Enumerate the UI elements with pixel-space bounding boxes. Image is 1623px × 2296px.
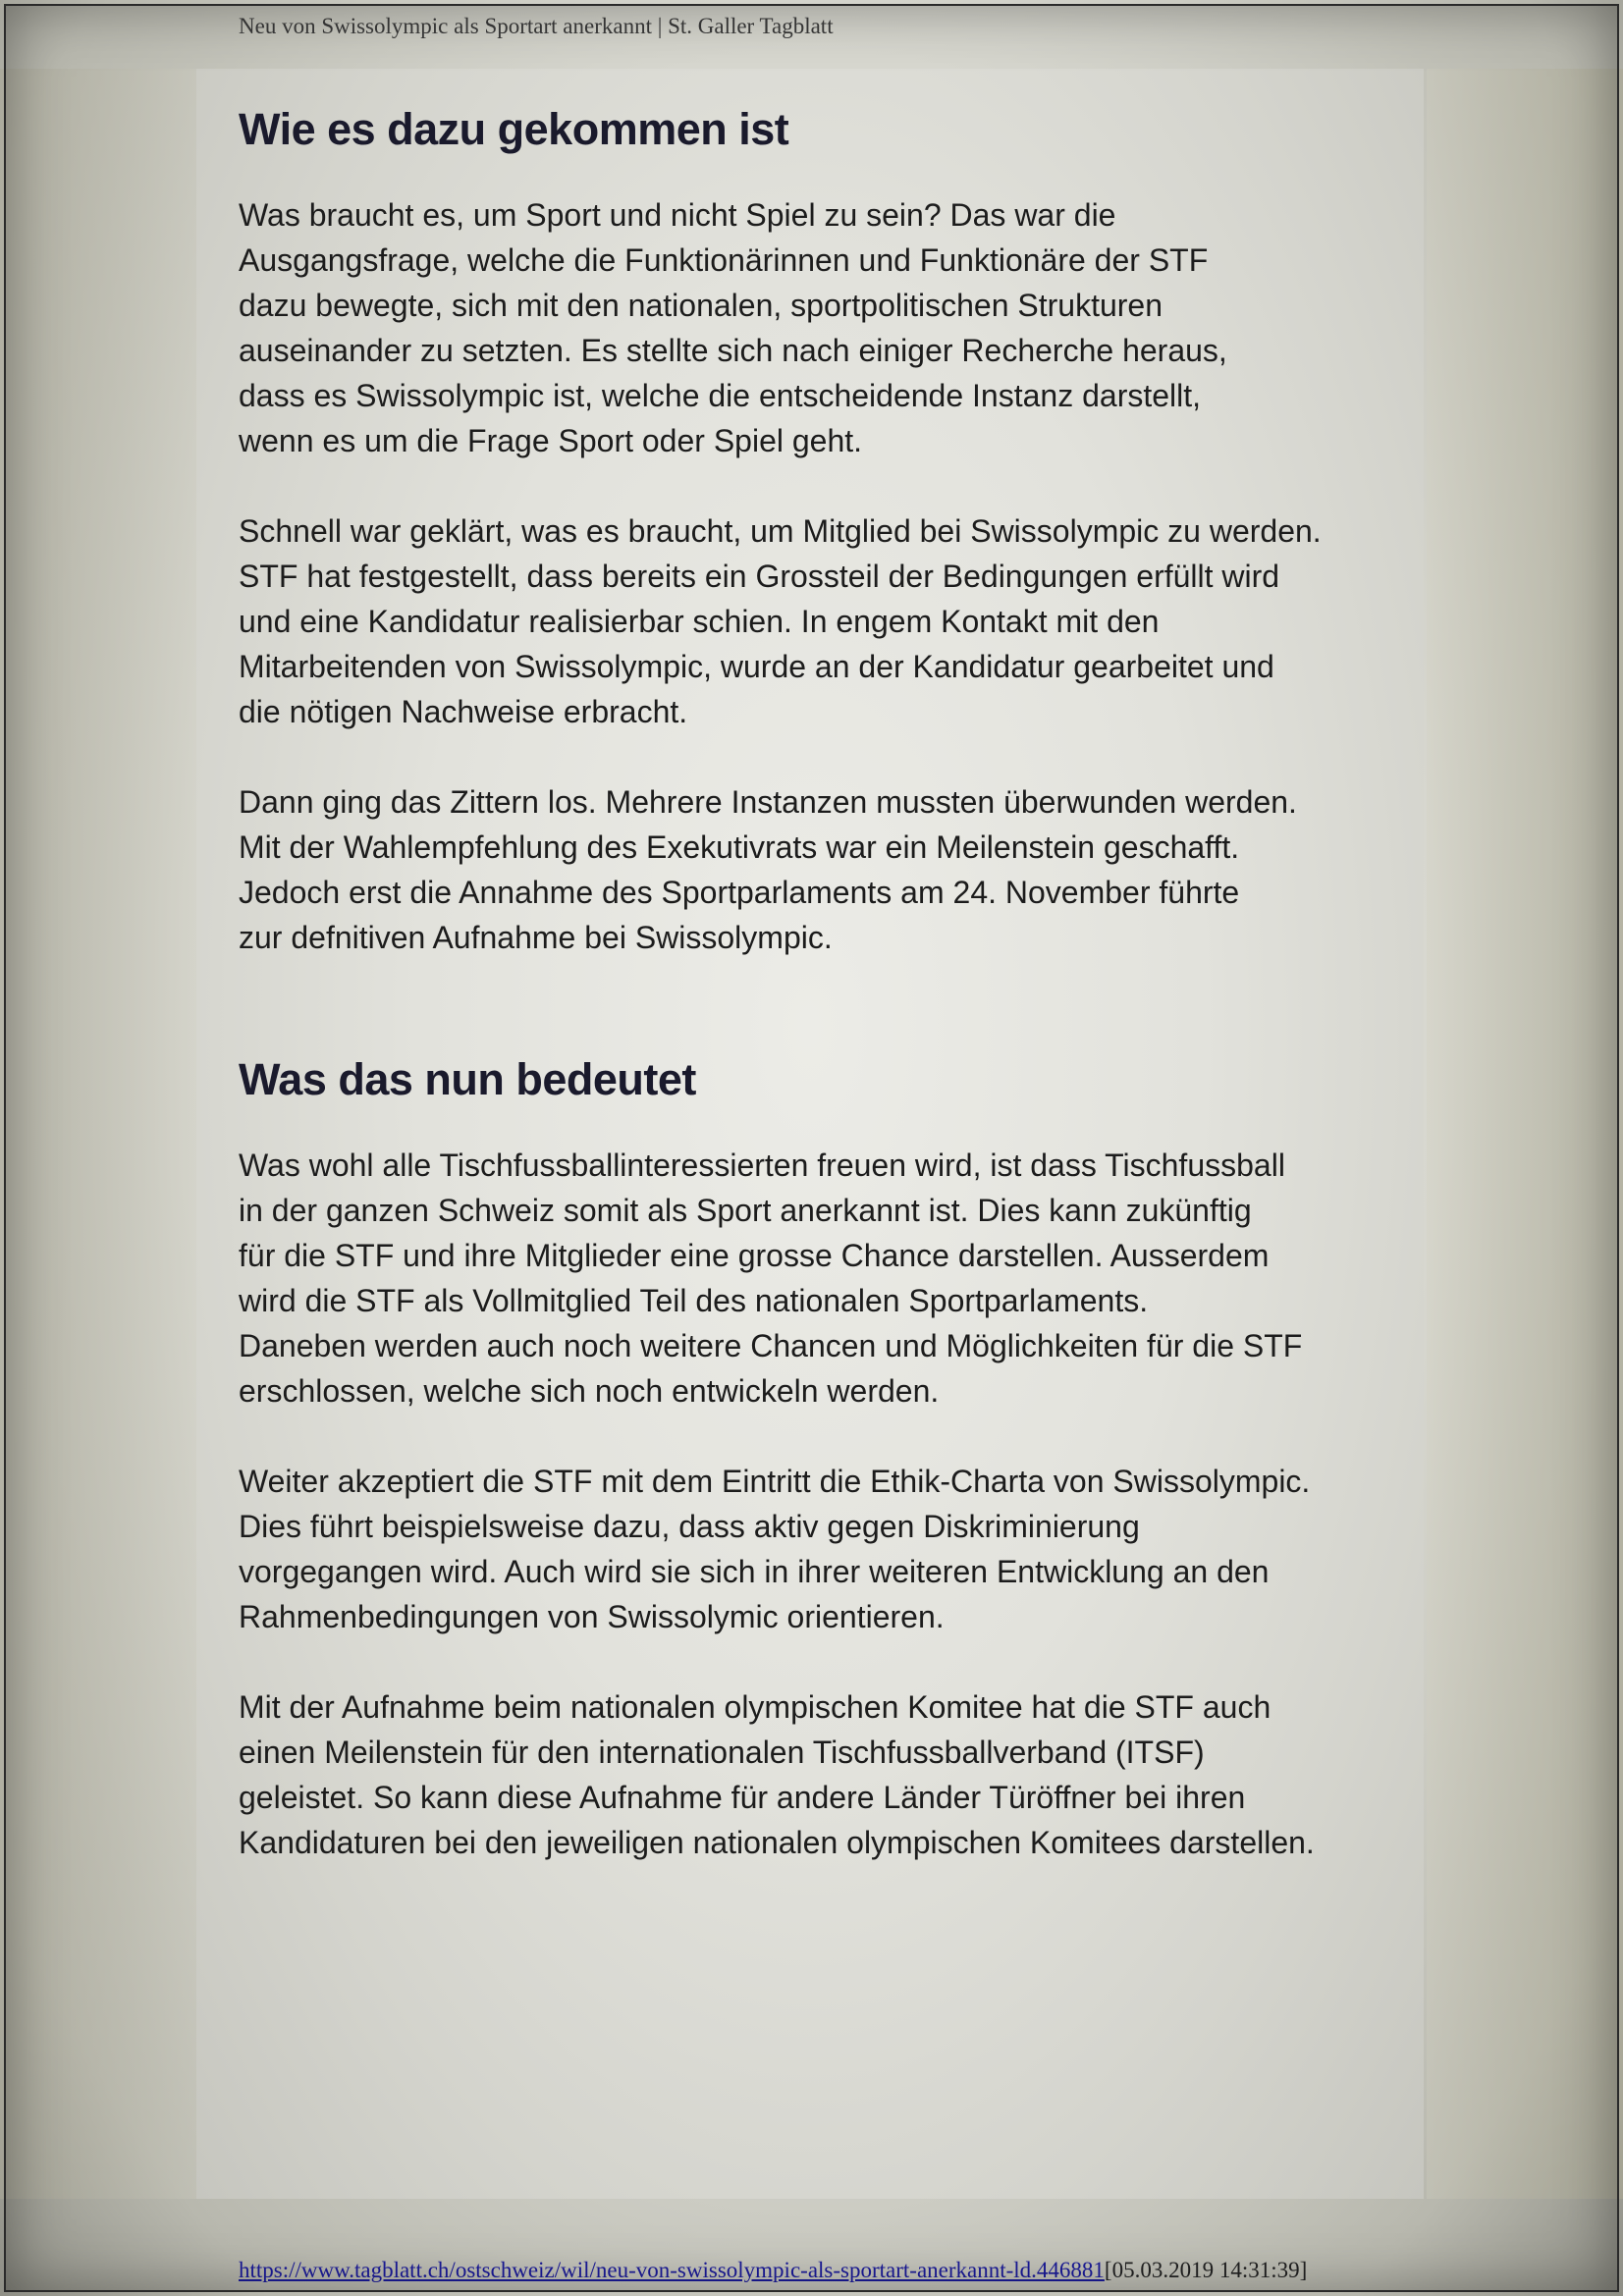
page-header-title: Neu von Swissolympic als Sportart anerkannt | St. Galler Tagblatt bbox=[239, 14, 834, 38]
right-margin-band bbox=[1427, 69, 1623, 2199]
text-line: wird die STF als Vollmitglied Teil des nationalen Sportparlaments. bbox=[239, 1283, 1149, 1318]
paragraph bbox=[239, 1143, 1436, 1414]
text-line: Schnell war geklärt, was es braucht, um Mitglied bei Swissolympic zu werden. bbox=[239, 513, 1322, 549]
paragraph bbox=[239, 779, 1436, 960]
text-line: vorgegangen wird. Auch wird sie sich in ihrer weiteren Entwicklung an den bbox=[239, 1554, 1270, 1589]
text-line: Jedoch erst die Annahme des Sportparlaments am 24. November führte bbox=[239, 875, 1240, 910]
text-line: Dann ging das Zittern los. Mehrere Instanzen mussten überwunden werden. bbox=[239, 784, 1297, 820]
text-line: erschlossen, welche sich noch entwickeln werden. bbox=[239, 1373, 940, 1409]
text-line: und eine Kandidatur realisierbar schien. In engem Kontakt mit den bbox=[239, 604, 1160, 639]
text-line: dazu bewegte, sich mit den nationalen, sportpolitischen Strukturen bbox=[239, 288, 1163, 323]
paragraph bbox=[239, 1459, 1436, 1639]
paragraph bbox=[239, 192, 1436, 463]
text-line: Was wohl alle Tischfussballinteressierten freuen wird, ist dass Tischfussball bbox=[239, 1148, 1285, 1183]
section-heading-meaning: Was das nun bedeutet bbox=[239, 1054, 696, 1104]
page-footer bbox=[239, 2258, 1307, 2283]
text-line: wenn es um die Frage Sport oder Spiel geht. bbox=[239, 423, 863, 458]
text-line: Weiter akzeptiert die STF mit dem Eintritt die Ethik-Charta von Swissolympic. bbox=[239, 1464, 1311, 1499]
section-heading-origin: Wie es dazu gekommen ist bbox=[239, 104, 789, 154]
text-line: in der ganzen Schweiz somit als Sport anerkannt ist. Dies kann zukünftig bbox=[239, 1193, 1252, 1228]
text-line: Daneben werden auch noch weitere Chancen und Möglichkeiten für die STF bbox=[239, 1328, 1303, 1363]
text-line: Mit der Aufnahme beim nationalen olympischen Komitee hat die STF auch bbox=[239, 1689, 1271, 1725]
left-margin-band bbox=[0, 69, 196, 2199]
source-url-link[interactable]: https://www.tagblatt.ch/ostschweiz/wil/neu-von-swissolympic-als-sportart-anerkannt-ld.446881 bbox=[239, 2258, 1105, 2282]
text-line: einen Meilenstein für den internationalen Tischfussballverband (ITSF) bbox=[239, 1735, 1205, 1770]
text-line: Was braucht es, um Sport und nicht Spiel zu sein? Das war die bbox=[239, 197, 1116, 233]
text-line: Kandidaturen bei den jeweiligen nationalen olympischen Komitees darstellen. bbox=[239, 1825, 1315, 1860]
text-line: Mitarbeitenden von Swissolympic, wurde an der Kandidatur gearbeitet und bbox=[239, 649, 1274, 684]
text-line: für die STF und ihre Mitglieder eine grosse Chance darstellen. Ausserdem bbox=[239, 1238, 1270, 1273]
text-line: Rahmenbedingungen von Swissolymic orientieren. bbox=[239, 1599, 945, 1634]
capture-timestamp: [05.03.2019 14:31:39] bbox=[1104, 2258, 1308, 2282]
paragraph bbox=[239, 508, 1436, 734]
text-line: dass es Swissolympic ist, welche die entscheidende Instanz darstellt, bbox=[239, 378, 1202, 413]
text-line: Ausgangsfrage, welche die Funktionärinnen und Funktionäre der STF bbox=[239, 242, 1209, 278]
text-line: zur defnitiven Aufnahme bei Swissolympic. bbox=[239, 920, 833, 955]
text-line: auseinander zu setzten. Es stellte sich nach einiger Recherche heraus, bbox=[239, 333, 1227, 368]
text-line: geleistet. So kann diese Aufnahme für andere Länder Türöffner bei ihren bbox=[239, 1780, 1246, 1815]
text-line: Dies führt beispielsweise dazu, dass aktiv gegen Diskriminierung bbox=[239, 1509, 1140, 1544]
text-line: STF hat festgestellt, dass bereits ein Grossteil der Bedingungen erfüllt wird bbox=[239, 559, 1280, 594]
paragraph bbox=[239, 1684, 1436, 1865]
article-content bbox=[239, 98, 1436, 1865]
text-line: Mit der Wahlempfehlung des Exekutivrats war ein Meilenstein geschafft. bbox=[239, 829, 1240, 865]
text-line: die nötigen Nachweise erbracht. bbox=[239, 694, 688, 729]
